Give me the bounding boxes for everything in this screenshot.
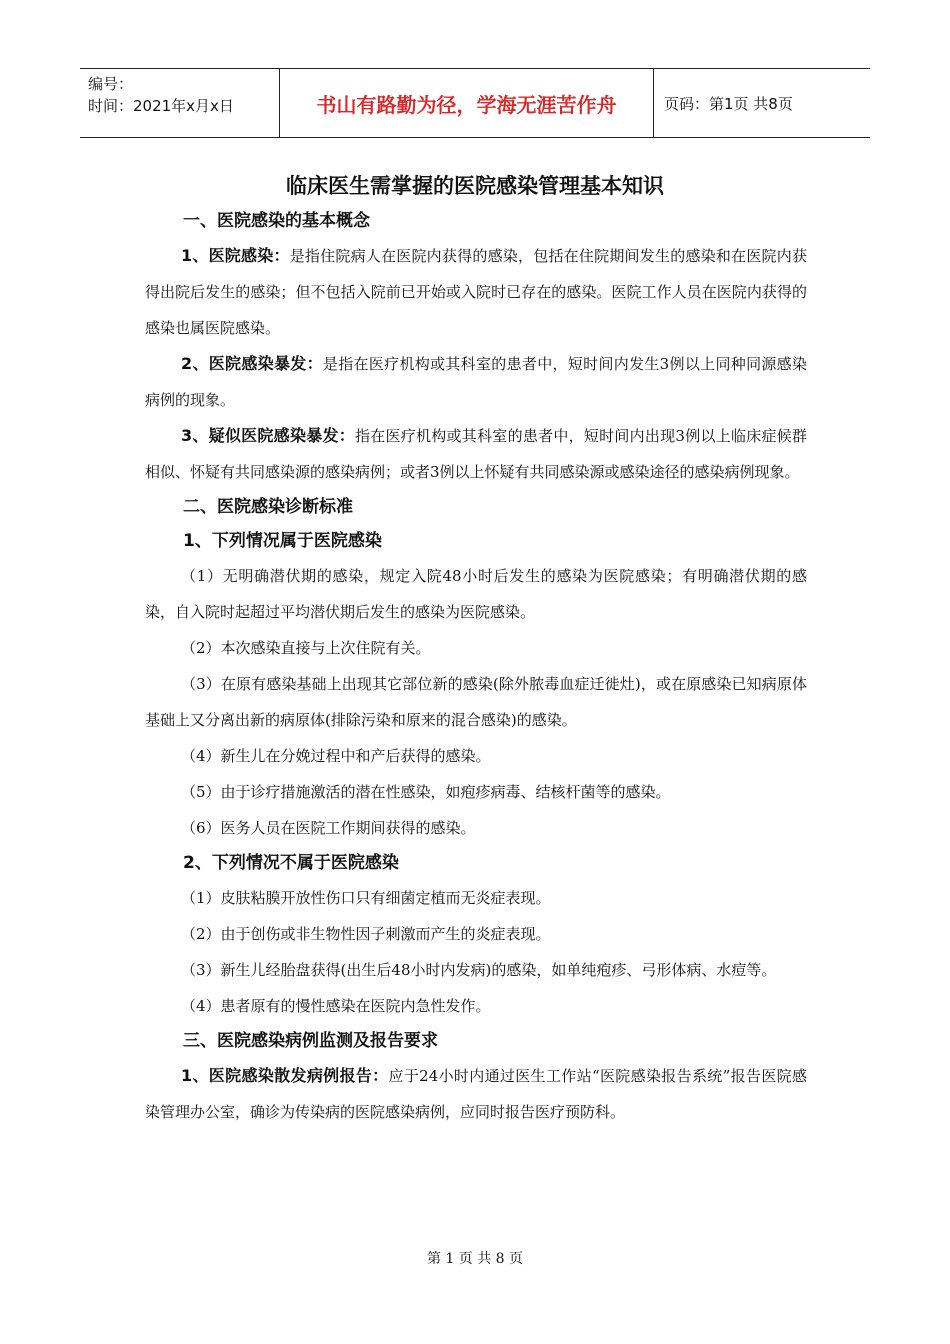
term: 1、医院感染散发病例报告： — [181, 1066, 389, 1085]
time-label: 时间：2021年x月x日 — [88, 97, 234, 115]
list-item: （3）新生儿经胎盘获得(出生后48小时内发病)的感染，如单纯疱疹、弓形体病、水痘等。 — [181, 961, 777, 979]
number-label: 编号： — [88, 75, 134, 93]
header-meta — [80, 69, 280, 137]
list-item: （5）由于诊疗措施激活的潜在性感染，如疱疹病毒、结核杆菌等的感染。 — [181, 783, 671, 801]
list-item: （1）皮肤粘膜开放性伤口只有细菌定植而无炎症表现。 — [181, 889, 551, 907]
page-footer: 第 1 页 共 8 页 — [426, 1251, 524, 1267]
paragraph: 1、医院感染散发病例报告：应于24小时内通过医生工作站“医院感染报告系统”报告医院感染管理办公室，确诊为传染病的医院感染病例，应同时报告医疗预防科。 — [145, 1066, 807, 1121]
paragraph: 1、医院感染：是指住院病人在医院内获得的感染，包括在住院期间发生的感染和在医院内获得出院后发生的感染；但不包括入院前已开始或入院时已存在的感染。医院工作人员在医院内获得的感染也属医院感染。 — [145, 246, 807, 337]
subsection-heading: 1、下列情况属于医院感染 — [183, 531, 382, 551]
list-item: （2）本次感染直接与上次住院有关。 — [181, 639, 431, 657]
list-item: （4）患者原有的慢性感染在医院内急性发作。 — [181, 997, 491, 1015]
document-body — [145, 204, 807, 1130]
list-item: （1）无明确潜伏期的感染，规定入院48小时后发生的感染为医院感染；有明确潜伏期的感染，自入院时起超过平均潜伏期后发生的感染为医院感染。 — [145, 567, 807, 621]
term: 2、医院感染暴发： — [181, 354, 323, 373]
document-header — [80, 68, 870, 138]
subsection-heading: 2、下列情况不属于医院感染 — [183, 853, 399, 873]
section-heading-1: 一、医院感染的基本概念 — [183, 211, 370, 231]
paragraph: 2、医院感染暴发：是指在医疗机构或其科室的患者中，短时间内发生3例以上同种同源感染病例的现象。 — [145, 354, 807, 409]
list-item: （4）新生儿在分娩过程中和产后获得的感染。 — [181, 747, 491, 765]
list-item: （2）由于创伤或非生物性因子刺激而产生的炎症表现。 — [181, 925, 551, 943]
document-title: 临床医生需掌握的医院感染管理基本知识 — [286, 174, 664, 198]
section-heading-3: 三、医院感染病例监测及报告要求 — [183, 1031, 438, 1051]
paragraph: 3、疑似医院感染暴发：指在医疗机构或其科室的患者中，短时间内出现3例以上临床症候群相似、怀疑有共同感染源的感染病例；或者3例以上怀疑有共同感染源或感染途径的感染病例现象。 — [145, 426, 808, 481]
header-page-info: 页码：第1页 共8页 — [664, 94, 793, 113]
term: 1、医院感染： — [181, 246, 290, 265]
list-item: （3）在原有感染基础上出现其它部位新的感染(除外脓毒血症迁徙灶)，或在原感染已知病原体基础上又分离出新的病原体(排除污染和原来的混合感染)的感染。 — [145, 675, 807, 729]
section-heading-2: 二、医院感染诊断标准 — [183, 497, 353, 517]
list-item: （6）医务人员在医院工作期间获得的感染。 — [181, 819, 476, 837]
term: 3、疑似医院感染暴发： — [181, 426, 355, 445]
header-motto: 书山有路勤为径，学海无涯苦作舟 — [280, 69, 654, 137]
